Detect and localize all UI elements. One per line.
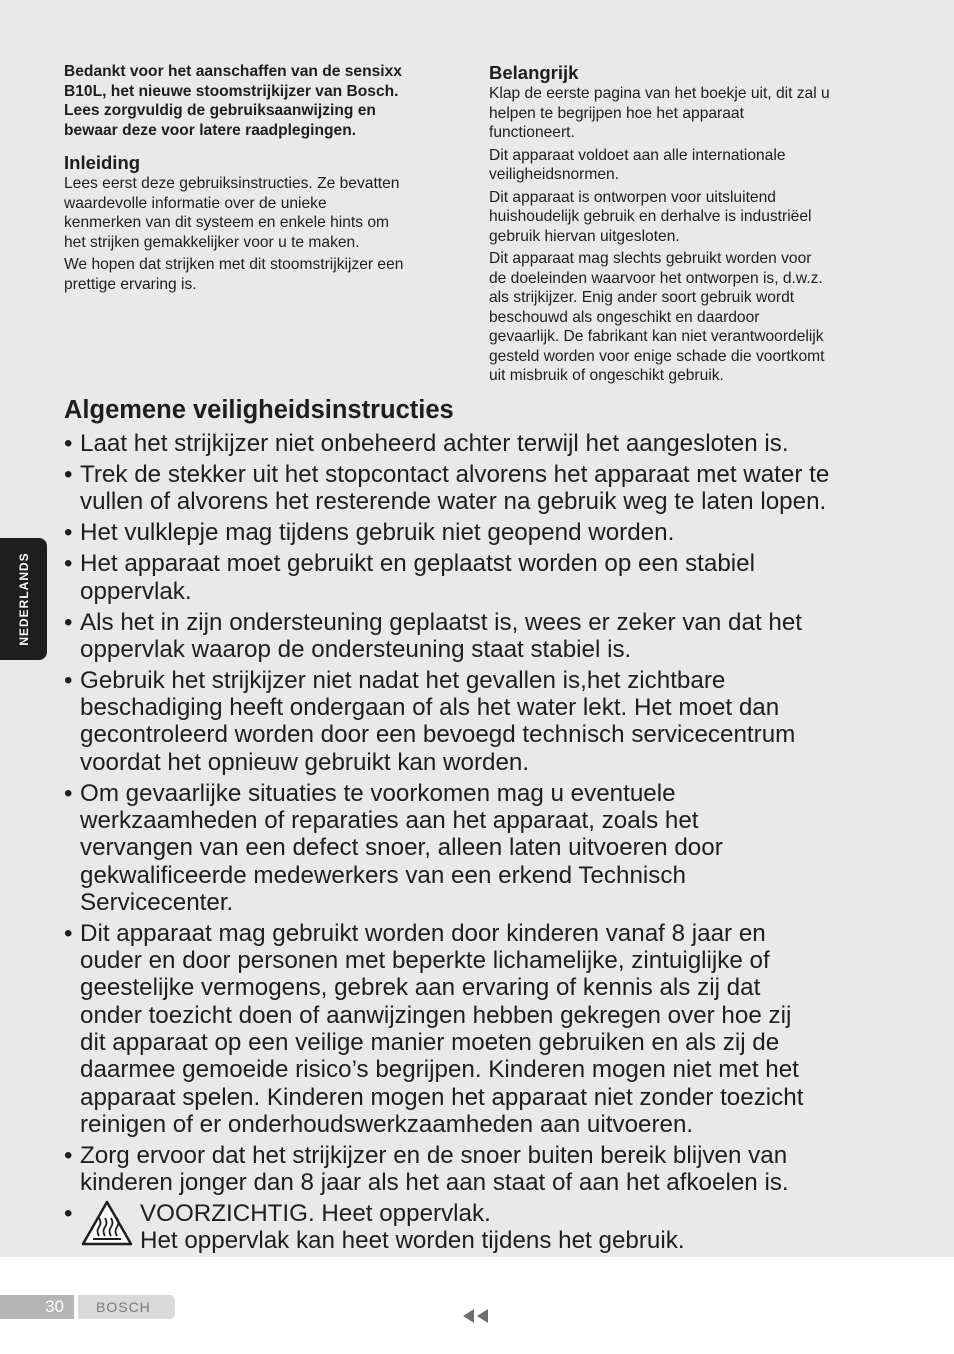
safety-item [64,609,899,664]
item-line: Als het in zijn ondersteuning geplaatst is, wees er zeker van dat het [80,608,803,636]
item-line: oppervlak waarop de ondersteuning staat stabiel is. [80,635,632,663]
language-side-tab [0,538,47,660]
paragraph-line: de doeleinden waarvoor het ontworpen is, d.w.z. [489,269,823,287]
safety-item [64,519,899,546]
brand-label: BOSCH [78,1295,175,1319]
bullet-dot: • [64,666,73,694]
inleiding-line: waardevolle informatie over de unieke [64,194,327,212]
belangrijk-paragraph-1 [489,84,894,143]
item-line: dit apparaat op een veilige manier moeten gebruiken en als zij de [80,1029,780,1057]
paragraph-line: Klap de eerste pagina van het boekje uit, dit zal u [489,85,830,102]
hope-line: We hopen dat strijken met dit stoomstrijkijzer een [64,256,404,273]
read-line-1: Lees zorgvuldig de gebruiksaanwijzing en [64,102,376,119]
paragraph-line: huishoudelijk gebruik en derhalve is industriëel [489,208,812,225]
item-line: vullen of alvorens het resterende water na gebruik weg te laten lopen. [80,488,827,516]
item-line: Trek de stekker uit het stopcontact alvorens het apparaat met water te [80,460,830,488]
item-line: Dit apparaat mag gebruikt worden door kinderen vanaf 8 jaar en [80,919,766,947]
item-line: vervangen van een defect snoer, alleen laten uitvoeren door [80,834,723,862]
inleiding-line: kenmerken van dit systeem en enkele hints om [64,214,390,231]
item-line: apparaat spelen. Kinderen mogen het apparaat niet zonder toezicht [80,1083,804,1111]
inleiding-paragraph [64,174,469,252]
paragraph-line: uit misbruik of ongeschikt gebruik. [489,367,724,384]
bullet-dot: • [64,550,73,578]
warning-title: VOORZICHTIG. Heet oppervlak. [140,1200,491,1228]
hot-surface-warning-icon [81,1200,133,1246]
paragraph-line: Dit apparaat mag slechts gebruikt worden voor [489,250,812,267]
bullet-dot: • [64,1200,73,1228]
bullet-dot: • [64,919,73,947]
item-line: reinigen of er onderhoudswerkzaamheden aan uitvoeren. [80,1110,694,1138]
belangrijk-paragraph-3 [489,188,894,247]
bullet-dot: • [64,430,73,457]
item-line: gekwalificeerde medewerkers van een erkend Technisch [80,861,686,889]
paragraph-line: als strijkijzer. Enig ander soort gebruik wordt [489,289,795,306]
paragraph-line: gesteld worden voor enige schade die voortkomt [489,347,825,365]
item-line: Laat het strijkijzer niet onbeheerd achter terwijl het aangesloten is. [80,430,789,457]
belangrijk-paragraph-4 [489,249,894,386]
safety-item [64,780,899,916]
intro-column [64,62,469,294]
safety-heading: Algemene veiligheidsinstructies [64,396,454,424]
paragraph-line: functioneert. [489,124,575,141]
item-line: daarmee gemoeide risico’s begrijpen. Kinderen mogen niet met het [80,1056,799,1084]
item-line: gecontroleerd worden door een bevoegd technisch servicecentrum [80,721,796,749]
bullet-dot: • [64,779,73,807]
item-line: werkzaamheden of reparaties aan het apparaat, zoals het [80,806,699,834]
item-line: Het apparaat moet gebruikt en geplaatst worden op een stabiel [80,550,756,578]
item-line: beschadiging heeft ondergaan of als het water lekt. Het moet dan [80,694,780,722]
belangrijk-heading: Belangrijk [489,62,579,83]
belangrijk-paragraph-2 [489,146,894,185]
item-line: Gebruik het strijkijzer niet nadat het gevallen is,het zichtbare [80,666,726,694]
item-line: Om gevaarlijke situaties te voorkomen mag u eventuele [80,779,676,807]
safety-item [64,667,899,776]
bullet-dot: • [64,608,73,636]
safety-item [64,550,899,605]
inleiding-line: Lees eerst deze gebruiksinstructies. Ze bevatten [64,175,400,192]
paragraph-line: helpen te begrijpen hoe het apparaat [489,104,744,122]
paragraph-line: Dit apparaat voldoet aan alle internationale [489,146,786,164]
item-line: voordat het opnieuw gebruikt kan worden. [80,748,530,776]
paragraph-line: gebruik hiervan uitgesloten. [489,227,680,245]
safety-item [64,920,899,1138]
thanks-line-1: Bedankt voor het aanschaffen van de sensixx [64,63,402,80]
safety-list [64,430,899,1260]
paragraph-line: gevaarlijk. De fabrikant kan niet verantwoordelijk [489,328,824,345]
paragraph-line: beschouwd als ongeschikt en daardoor [489,308,760,326]
inleiding-line: het strijken gemakkelijker voor u te maken. [64,233,360,251]
hot-surface-warning-item [64,1200,899,1256]
inleiding-heading: Inleiding [64,152,141,173]
page-number: 30 [0,1295,74,1319]
language-label: NEDERLANDS [16,552,31,646]
safety-item [64,461,899,516]
item-line: oppervlak. [80,577,192,605]
bullet-dot: • [64,460,73,488]
item-line: Servicecenter. [80,888,234,916]
item-line: Het vulklepje mag tijdens gebruik niet geopend worden. [80,519,675,547]
read-line-2: bewaar deze voor latere raadplegingen. [64,121,357,139]
bullet-dot: • [64,519,73,547]
belangrijk-column [489,62,894,386]
safety-item [64,430,899,457]
bullet-dot: • [64,1141,73,1169]
thanks-line-2: B10L, het nieuwe stoomstrijkijzer van Bosch. [64,82,399,100]
paragraph-line: Dit apparaat is ontworpen voor uitsluitend [489,188,776,206]
hope-line: prettige ervaring is. [64,275,197,293]
safety-item [64,1142,899,1197]
item-line: ouder en door personen met beperkte lichamelijke, zintuiglijke of [80,947,770,975]
item-line: onder toezicht doen of aanwijzingen hebben gekregen over hoe zij [80,1001,792,1029]
paragraph-line: veiligheidsnormen. [489,166,620,183]
item-line: kinderen jonger dan 8 jaar als het aan staat of aan het afkoelen is. [80,1169,789,1197]
item-line: geestelijke vermogens, gebrek aan ervaring of kennis als zij dat [80,974,761,1002]
warning-text: Het oppervlak kan heet worden tijdens het gebruik. [140,1227,685,1255]
double-left-arrow-icon[interactable] [462,1308,490,1324]
item-line: Zorg ervoor dat het strijkijzer en de snoer buiten bereik blijven van [80,1141,788,1169]
hope-paragraph [64,255,469,294]
